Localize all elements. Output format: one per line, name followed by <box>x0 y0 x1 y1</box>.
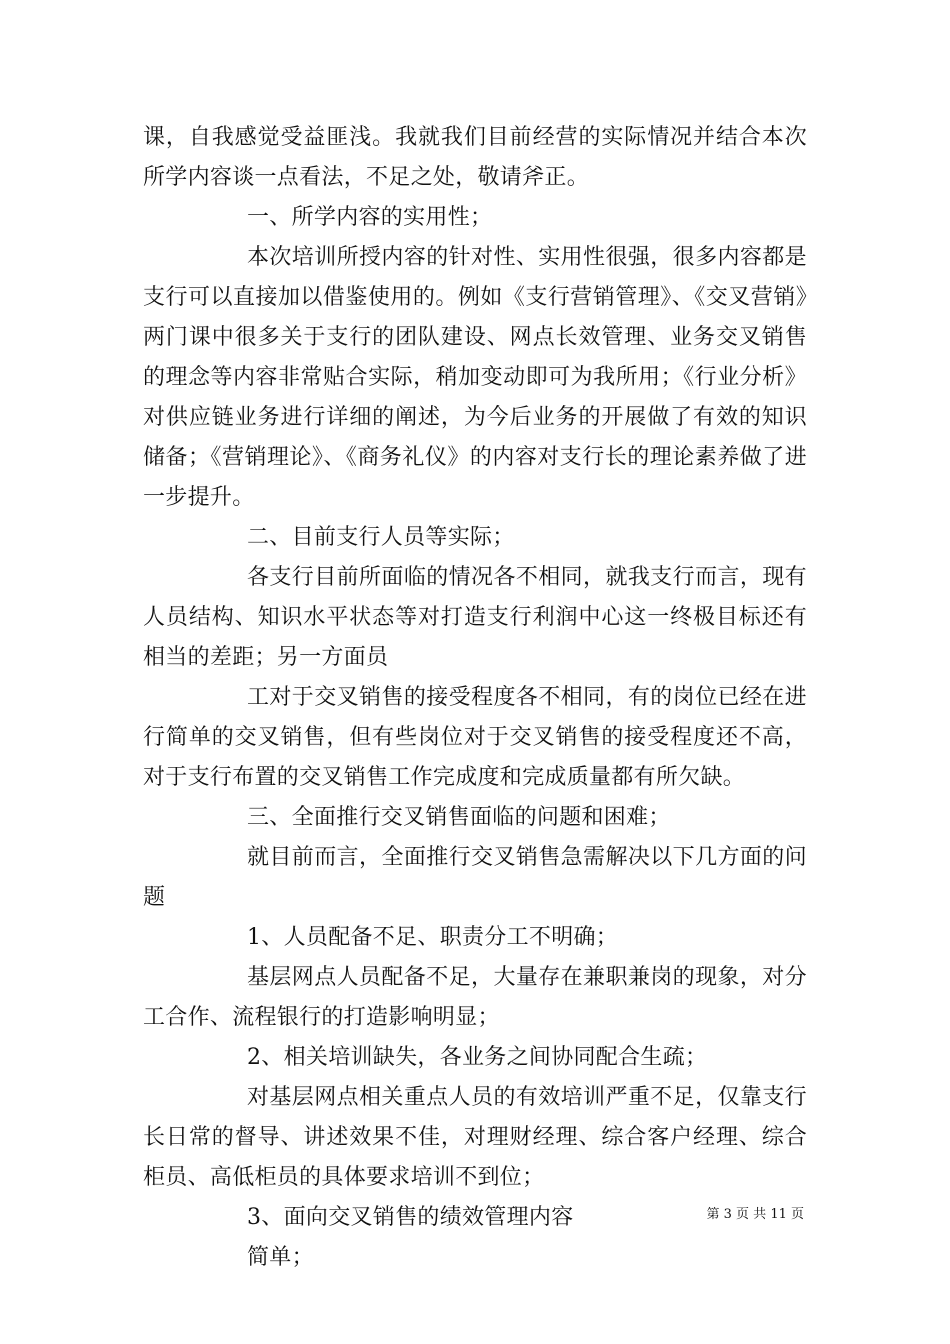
paragraph: 各支行目前所面临的情况各不相同，就我支行而言，现有人员结构、知识水平状态等对打造支行利润中心这一终极目标还有相当的差距；另一方面员 <box>143 565 807 670</box>
paragraph: 2、相关培训缺失，各业务之间协同配合生疏； <box>247 1045 708 1070</box>
paragraph: 三、全面推行交叉销售面临的问题和困难； <box>247 805 671 830</box>
paragraph: 课，自我感觉受益匪浅。我就我们目前经营的实际情况并结合本次所学内容谈一点看法，不足之处，敬请斧正。 <box>143 125 807 190</box>
paragraph: 对基层网点相关重点人员的有效培训严重不足，仅靠支行长日常的督导、讲述效果不佳，对理财经理、综合客户经理、综合柜员、高低柜员的具体要求培训不到位； <box>143 1085 807 1190</box>
paragraph: 本次培训所授内容的针对性、实用性很强，很多内容都是支行可以直接加以借鉴使用的。例如《支行营销管理》、《交叉营销》两门课中很多关于支行的团队建设、网点长效管理、业务交叉销售的理念等内容非常贴合实际，稍加变动即可为我所用；《行业分析》对供应链业务进行详细的阐述，为今后业务的开展做了有效的知识储备；《营销理论》、《商务礼仪》的内容对支行长的理论素养做了进一步提升。 <box>143 245 807 510</box>
paragraph: 3、面向交叉销售的绩效管理内容 <box>247 1205 574 1230</box>
paragraph: 就目前而言，全面推行交叉销售急需解决以下几方面的问题 <box>143 845 807 910</box>
paragraph: 基层网点人员配备不足，大量存在兼职兼岗的现象，对分工合作、流程银行的打造影响明显； <box>143 965 807 1030</box>
paragraph: 简单； <box>247 1245 314 1270</box>
paragraph: 一、所学内容的实用性； <box>247 205 493 230</box>
page-number-footer: 第 3 页 共 11 页 <box>706 1207 804 1222</box>
paragraph: 工对于交叉销售的接受程度各不相同，有的岗位已经在进行简单的交叉销售，但有些岗位对于交叉销售的接受程度还不高，对于支行布置的交叉销售工作完成度和完成质量都有所欠缺。 <box>143 685 807 790</box>
paragraph: 二、目前支行人员等实际； <box>247 525 515 550</box>
document-body <box>143 118 807 1278</box>
paragraph: 1、人员配备不足、职责分工不明确； <box>247 925 619 950</box>
